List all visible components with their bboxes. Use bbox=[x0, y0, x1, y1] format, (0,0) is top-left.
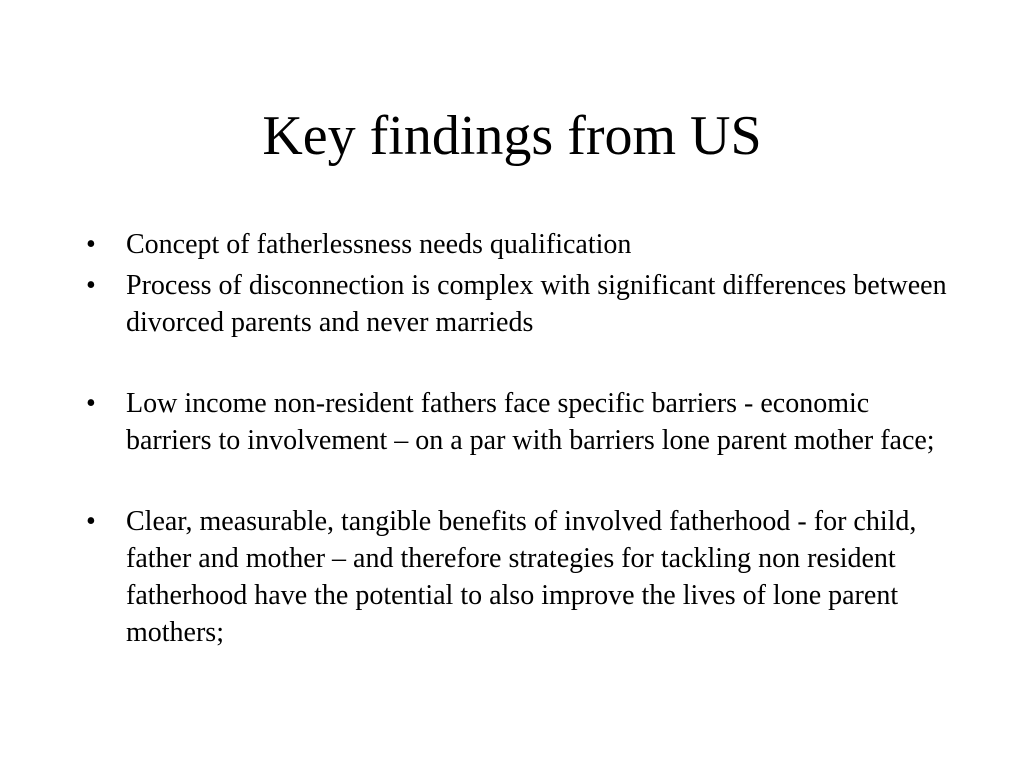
bullet-text: Concept of fatherlessness needs qualification bbox=[126, 229, 632, 260]
bullet-text: Process of disconnection is complex with significant differences between divorced parents and never marrieds bbox=[126, 270, 947, 338]
bullet-marker: • bbox=[86, 388, 96, 419]
bullet-list bbox=[86, 226, 956, 655]
bullet-item-2 bbox=[86, 267, 956, 341]
bullet-marker: • bbox=[86, 506, 96, 537]
bullet-marker: • bbox=[86, 229, 96, 260]
bullet-item-1 bbox=[86, 226, 956, 263]
bullet-marker: • bbox=[86, 270, 96, 301]
bullet-item-4 bbox=[86, 503, 956, 651]
bullet-item-3 bbox=[86, 385, 956, 459]
bullet-text: Clear, measurable, tangible benefits of involved fatherhood - for child, father and mother – and therefore strategies for tackling non resident fatherhood have the potential to also improve the lives of lone parent mothers; bbox=[126, 506, 917, 648]
slide-title: Key findings from US bbox=[262, 105, 762, 167]
bullet-text: Low income non-resident fathers face specific barriers - economic barriers to involvement – on a par with barriers lone parent mother face; bbox=[126, 388, 935, 456]
